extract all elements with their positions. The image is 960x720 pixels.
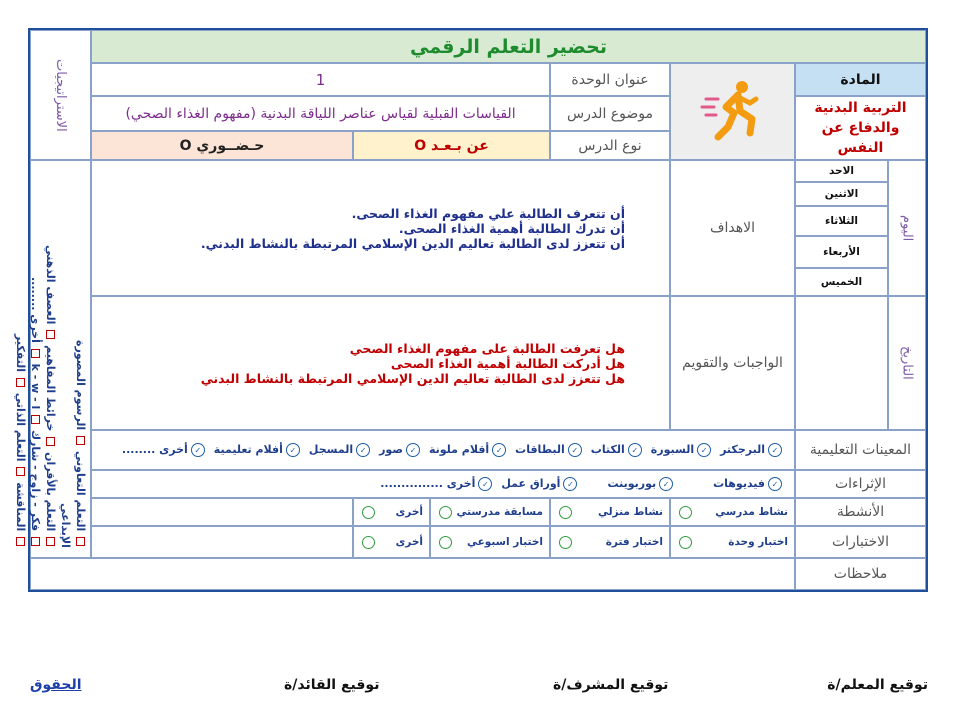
- objective-item: أن تتعرف الطالبة علي مفهوم الغذاء الصحى.: [351, 205, 625, 221]
- aid-option[interactable]: ✓البطاقات: [515, 443, 582, 457]
- radio-circle-icon: [439, 536, 452, 549]
- strategy-item[interactable]: المناقشة التعلم الذاتي التفكير: [13, 168, 28, 548]
- type-presence-option[interactable]: حـضــوري O: [91, 131, 353, 160]
- notes-label: ملاحظات: [795, 558, 926, 590]
- checkbox-icon: [31, 415, 40, 424]
- aid-option[interactable]: ✓الكتاب: [591, 443, 642, 457]
- day-sunday[interactable]: الاحد: [795, 160, 888, 182]
- type-remote-option[interactable]: عن بـعـد O: [353, 131, 550, 160]
- tests-empty: [91, 526, 353, 558]
- lesson-type-label: نوع الدرس: [550, 131, 670, 160]
- aids-row: [91, 430, 795, 470]
- activity-option[interactable]: أخرى: [353, 498, 430, 526]
- radio-circle-icon: [679, 536, 692, 549]
- day-wednesday[interactable]: الأربعاء: [795, 236, 888, 268]
- check-icon: ✓: [697, 443, 711, 457]
- date-label: التاريخ: [888, 296, 926, 430]
- day-tuesday[interactable]: الثلاثاء: [795, 206, 888, 236]
- notes-field[interactable]: [30, 558, 795, 590]
- check-icon: ✓: [356, 443, 370, 457]
- radio-circle-icon: [439, 506, 452, 519]
- day-monday[interactable]: الاثنين: [795, 182, 888, 206]
- aid-option[interactable]: ✓أقلام ملونة: [429, 443, 506, 457]
- assessment-list: [91, 296, 670, 430]
- activities-label: الأنشطة: [795, 498, 926, 526]
- running-person-icon: [698, 77, 768, 147]
- strategies-list: [14, 162, 90, 554]
- test-option[interactable]: أخرى: [353, 526, 430, 558]
- aid-option[interactable]: ✓السبورة: [651, 443, 711, 457]
- strategy-item[interactable]: التعلم التعاوني الرسوم المصورة: [73, 168, 88, 548]
- unit-label: عنوان الوحدة: [550, 63, 670, 96]
- activities-empty: [91, 498, 353, 526]
- check-icon: ✓: [286, 443, 300, 457]
- strategy-item[interactable]: التعلم بالأقران خرائط المفاهيم العصف الذهني: [43, 168, 58, 548]
- checkbox-icon: [31, 537, 40, 546]
- assessment-label: الواجبات والتقويم: [670, 296, 795, 430]
- checkbox-icon: [76, 537, 85, 546]
- check-icon: ✓: [628, 443, 642, 457]
- subject-label: المادة: [795, 63, 926, 96]
- enrichment-row: [91, 470, 795, 498]
- test-option[interactable]: اختبار فترة: [550, 526, 670, 558]
- aid-option[interactable]: ✓المسجل: [309, 443, 370, 457]
- objectives-label: الاهداف: [670, 160, 795, 296]
- test-option[interactable]: اختبار وحدة: [670, 526, 795, 558]
- aid-option[interactable]: ✓صور: [379, 443, 420, 457]
- leader-signature: توقيع القائد/ة: [284, 677, 380, 693]
- checkbox-icon: [76, 436, 85, 445]
- assessment-item: هل تعرفت الطالبة على مفهوم الغذاء الصحي: [349, 340, 625, 356]
- radio-circle-icon: [679, 506, 692, 519]
- checkbox-icon: [16, 537, 25, 546]
- aid-option[interactable]: ✓أخرى ........: [122, 443, 205, 457]
- check-icon: ✓: [406, 443, 420, 457]
- subject-value: التربية البدنية والدفاع عن النفس: [795, 96, 926, 160]
- check-icon: ✓: [563, 477, 577, 491]
- enrichment-option[interactable]: ✓فيديوهات: [713, 477, 782, 491]
- check-icon: ✓: [492, 443, 506, 457]
- objective-item: أن تدرك الطالبة أهمية الغذاء الصحى.: [398, 220, 625, 236]
- activity-option[interactable]: نشاط مدرسي: [670, 498, 795, 526]
- supervisor-signature: توقيع المشرف/ة: [553, 677, 669, 693]
- radio-circle-icon: [559, 506, 572, 519]
- activity-option[interactable]: نشاط منزلي: [550, 498, 670, 526]
- lesson-label: موضوع الدرس: [550, 96, 670, 131]
- rights-link[interactable]: الحقوق: [30, 677, 82, 693]
- check-icon: ✓: [478, 477, 492, 491]
- check-icon: ✓: [191, 443, 205, 457]
- check-icon: ✓: [768, 443, 782, 457]
- checkbox-icon: [16, 467, 25, 476]
- checkbox-icon: [46, 537, 55, 546]
- enrichment-option[interactable]: ✓أوراق عمل: [501, 477, 577, 491]
- objectives-list: [91, 160, 670, 296]
- runner-image: [670, 63, 795, 160]
- enrichment-label: الإثراءات: [795, 470, 926, 498]
- check-icon: ✓: [768, 477, 782, 491]
- radio-circle-icon: [362, 506, 375, 519]
- check-icon: ✓: [659, 477, 673, 491]
- checkbox-icon: [46, 330, 55, 339]
- teacher-signature: توقيع المعلم/ة: [827, 677, 928, 693]
- objective-item: أن تتعزز لدى الطالبة تعاليم الدين الإسلامي المرتبطة بالنشاط البدني.: [200, 235, 625, 251]
- day-thursday[interactable]: الخميس: [795, 268, 888, 296]
- check-icon: ✓: [568, 443, 582, 457]
- assessment-item: هل أدركت الطالبة أهمية الغذاء الصحى: [390, 355, 625, 371]
- test-option[interactable]: اختبار اسبوعي: [430, 526, 550, 558]
- aid-option[interactable]: ✓أفلام تعليمية: [214, 443, 300, 457]
- enrichment-option[interactable]: ✓بوربوينت: [607, 477, 673, 491]
- radio-circle-icon: [362, 536, 375, 549]
- checkbox-icon: [46, 437, 55, 446]
- unit-value: 1: [91, 63, 550, 96]
- aids-label: المعينات التعليمية: [795, 430, 926, 470]
- enrichment-option[interactable]: ✓أخرى ...............: [380, 477, 492, 491]
- strategy-item[interactable]: الإبداعي: [59, 503, 72, 548]
- activity-option[interactable]: مسابقة مدرستي: [430, 498, 550, 526]
- day-label: اليوم: [888, 160, 926, 296]
- checkbox-icon: [16, 378, 25, 387]
- radio-circle-icon: [559, 536, 572, 549]
- date-value[interactable]: [795, 296, 888, 430]
- page-title: تحضير التعلم الرقمي: [91, 30, 926, 63]
- checkbox-icon: [31, 349, 40, 358]
- aid-option[interactable]: ✓البرجكتر: [720, 443, 782, 457]
- lesson-value: القياسات القبلية لقياس عناصر اللياقة البدنية (مفهوم الغذاء الصحي): [91, 96, 550, 131]
- strategy-item[interactable]: فكر - زاوج - شارك k - w - l أخرى ........: [28, 168, 43, 548]
- assessment-item: هل تتعزز لدى الطالبة تعاليم الدين الإسلامي المرتبطة بالنشاط البدني: [200, 370, 625, 386]
- tests-label: الاختبارات: [795, 526, 926, 558]
- strategies-label: الاستراتيجيات: [30, 30, 91, 160]
